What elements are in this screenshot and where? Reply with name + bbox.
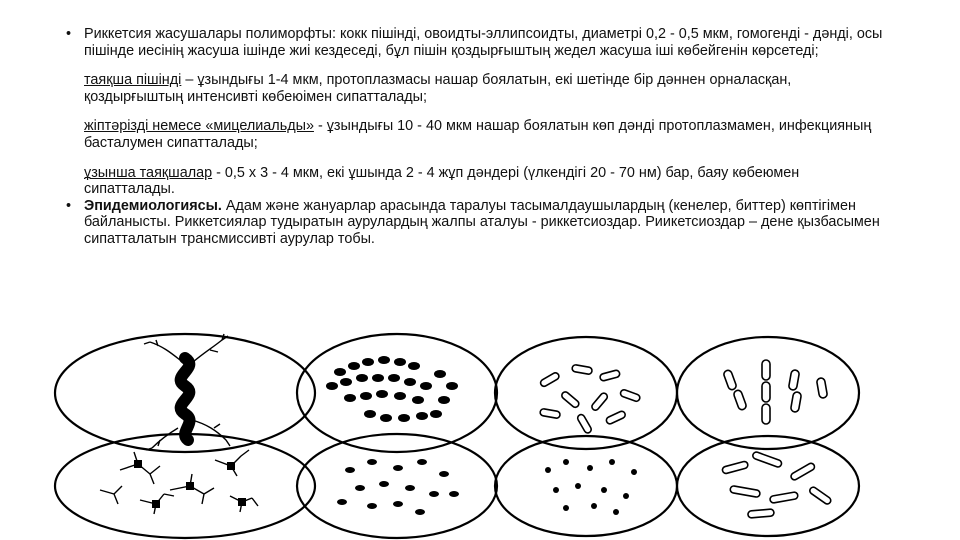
mycelium-nodes: [134, 460, 246, 508]
epidemiology-text: Адам және жануарлар арасында таралуы тасымалдаушылардың (кенелер, биттер) көптігімен байланысты. Риккетсиялар тудыратын аурулардың жалпы аталуы - риккетсиоздар. Риикетсиоздар – дене қызбасымен сипатталатын трансмиссивті аурулар тобы.: [84, 197, 880, 247]
spiral-filament: [144, 334, 230, 450]
epidemiology-term: Эпидемиологиясы.: [84, 197, 222, 214]
small-cocci: [337, 459, 459, 515]
dish-branched-mycelium: [55, 434, 315, 538]
long-rods: [722, 451, 832, 518]
cocci-cluster: [326, 356, 458, 422]
dots-and-rods: [545, 459, 637, 515]
rod-form-text: – ұзындығы 1-4 мкм, протоплазмасы нашар боялатын, екі шетінде бір дәннен орналасқан, қоздырғыштың интенсивті көбеюімен сипатталады;: [84, 72, 792, 105]
branched-mycelium: [100, 450, 258, 514]
morphology-text: Риккетсия жасушалары полиморфты: кокк пішінді, овоидты-эллипсоидты, диаметрі 0,2 - 0,5 мкм, гомогенді - дәнді, осы пішінде иесінің жасуша ішінде жиі кездеседі, бұл пішін қоздырғыштың жедел жасуша іші көбейгенін көрсетеді;: [84, 26, 883, 59]
long-rods-term: ұзынша таяқшалар: [84, 164, 213, 181]
rod-form-term: таяқша пішінді: [84, 72, 182, 89]
dish-small-cocci: [297, 434, 497, 538]
filament-form-term: жіптәрізді немесе «мицелиальды»: [84, 118, 314, 135]
paired-rods: [723, 360, 828, 424]
bullet-marker: •: [66, 26, 72, 42]
long-rods-text: - 0,5 х 3 - 4 мкм, екі ұшында 2 - 4 жұп дәндері (үлкендігі 20 - 70 нм) бар, баяу көбеюмен сипатталады.: [84, 164, 800, 198]
filament-form-text: - ұзындығы 10 - 40 мкм нашар боялатын көп дәнді протоплазмамен, инфекцияның басталумен сипатталады;: [84, 118, 872, 151]
bullet-marker: •: [66, 197, 72, 214]
scattered-rods: [539, 364, 640, 434]
dish-long-rods: [677, 436, 859, 536]
dish-dots-rods: [495, 436, 677, 536]
